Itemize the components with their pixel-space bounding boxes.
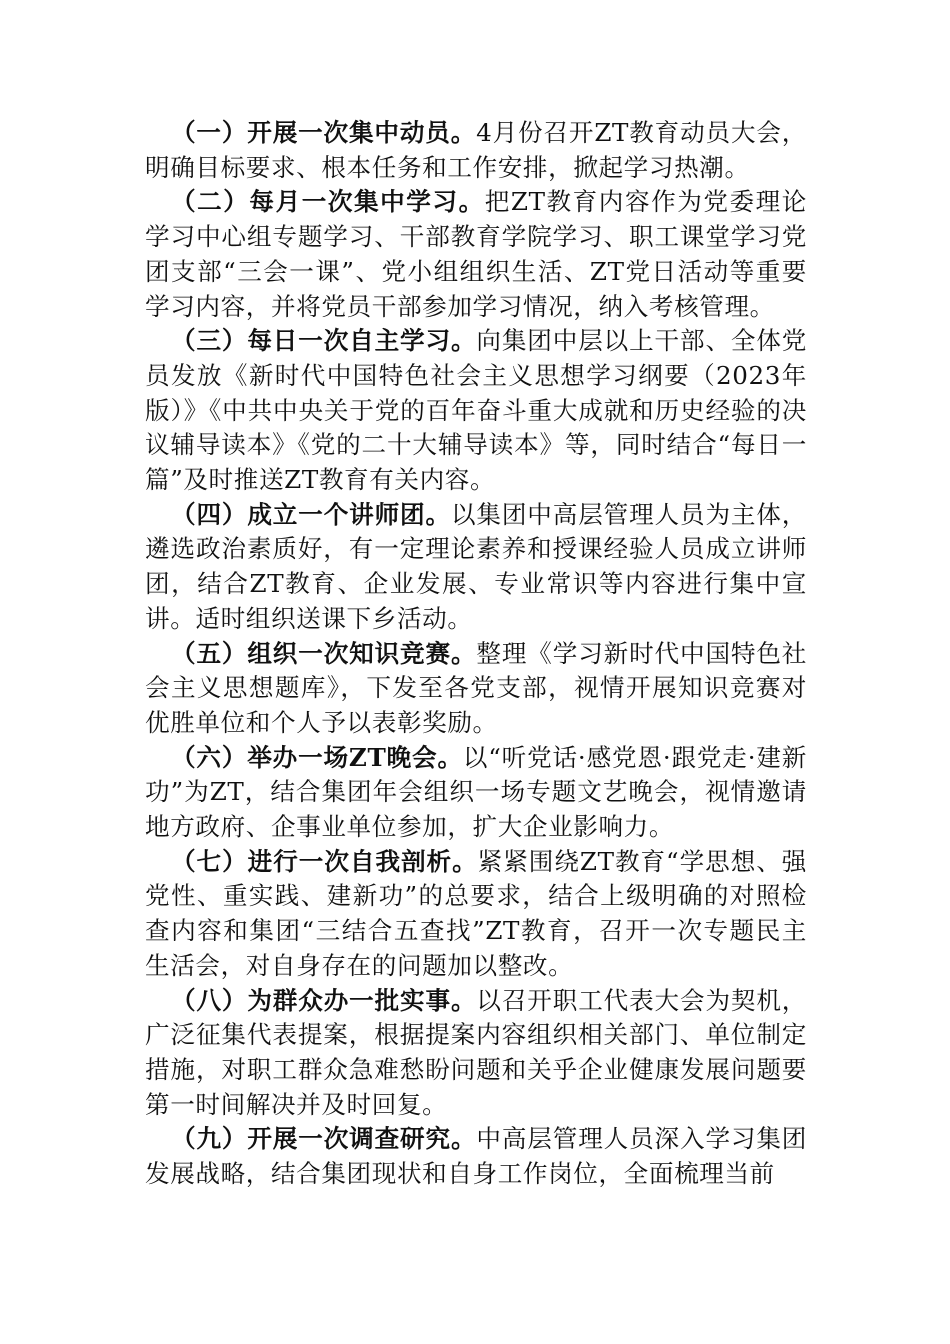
paragraph-5 — [145, 637, 807, 741]
paragraph-body: 把ZT教育内容作为党委理论学习中心组专题学习、干部教育学院学习、职工课堂学习党团支部“三会一课”、党小组组织生活、ZT党日活动等重要学习内容，并将党员干部参加学习情况，纳入考核管理。 — [145, 187, 808, 321]
paragraph-body: 向集团中层以上干部、全体党员发放《新时代中国特色社会主义思想学习纲要（2023年版）》《中共中央关于党的百年奋斗重大成就和历史经验的决议辅导读本》《党的二十大辅导读本》等，同时结合“每日一篇”及时推送ZT教育有关内容。 — [145, 326, 807, 495]
paragraph-2 — [145, 185, 807, 324]
document-page — [145, 116, 807, 1192]
paragraph-6 — [145, 741, 807, 845]
paragraph-body: 4月份召开ZT教育动员大会，明确目标要求、根本任务和工作安排，掀起学习热潮。 — [145, 118, 807, 182]
paragraph-heading: （六）举办一场ZT晚会。 — [171, 742, 463, 772]
paragraph-heading: （三）每日一次自主学习。 — [171, 326, 477, 356]
paragraph-3 — [145, 324, 807, 498]
paragraph-body: 以召开职工代表大会为契机，广泛征集代表提案，根据提案内容组织相关部门、单位制定措施，对职工群众急难愁盼问题和关乎企业健康发展问题要第一时间解决并及时回复。 — [145, 985, 807, 1119]
paragraph-4 — [145, 498, 807, 637]
paragraph-9 — [145, 1122, 807, 1191]
paragraph-heading: （八）为群众办一批实事。 — [171, 985, 477, 1015]
paragraph-heading: （四）成立一个讲师团。 — [171, 499, 451, 529]
paragraph-body: 紧紧围绕ZT教育“学思想、强党性、重实践、建新功”的总要求，结合上级明确的对照检查内容和集团“三结合五查找”ZT教育，召开一次专题民主生活会，对自身存在的问题加以整改。 — [145, 846, 808, 980]
paragraph-8 — [145, 984, 807, 1123]
paragraph-heading: （一）开展一次集中动员。 — [171, 118, 477, 147]
paragraph-heading: （五）组织一次知识竞赛。 — [171, 638, 477, 668]
paragraph-body: 中高层管理人员深入学习集团发展战略，结合集团现状和自身工作岗位，全面梳理当前 — [145, 1124, 807, 1189]
paragraph-body: 以集团中高层管理人员为主体，遴选政治素质好，有一定理论素养和授课经验人员成立讲师团，结合ZT教育、企业发展、专业常识等内容进行集中宣讲。适时组织送课下乡活动。 — [145, 499, 807, 633]
paragraph-1 — [145, 116, 807, 185]
paragraph-body: 以“听党话·感党恩·跟党走·建新功”为ZT，结合集团年会组织一场专题文艺晚会，视情邀请地方政府、企事业单位参加，扩大企业影响力。 — [145, 742, 807, 842]
paragraph-body: 整理《学习新时代中国特色社会主义思想题库》，下发至各党支部，视情开展知识竞赛对优胜单位和个人予以表彰奖励。 — [145, 638, 807, 737]
paragraph-heading: （七）进行一次自我剖析。 — [171, 846, 478, 876]
paragraph-heading: （九）开展一次调查研究。 — [171, 1124, 477, 1154]
paragraph-7 — [145, 845, 807, 984]
paragraph-heading: （二）每月一次集中学习。 — [171, 187, 485, 217]
